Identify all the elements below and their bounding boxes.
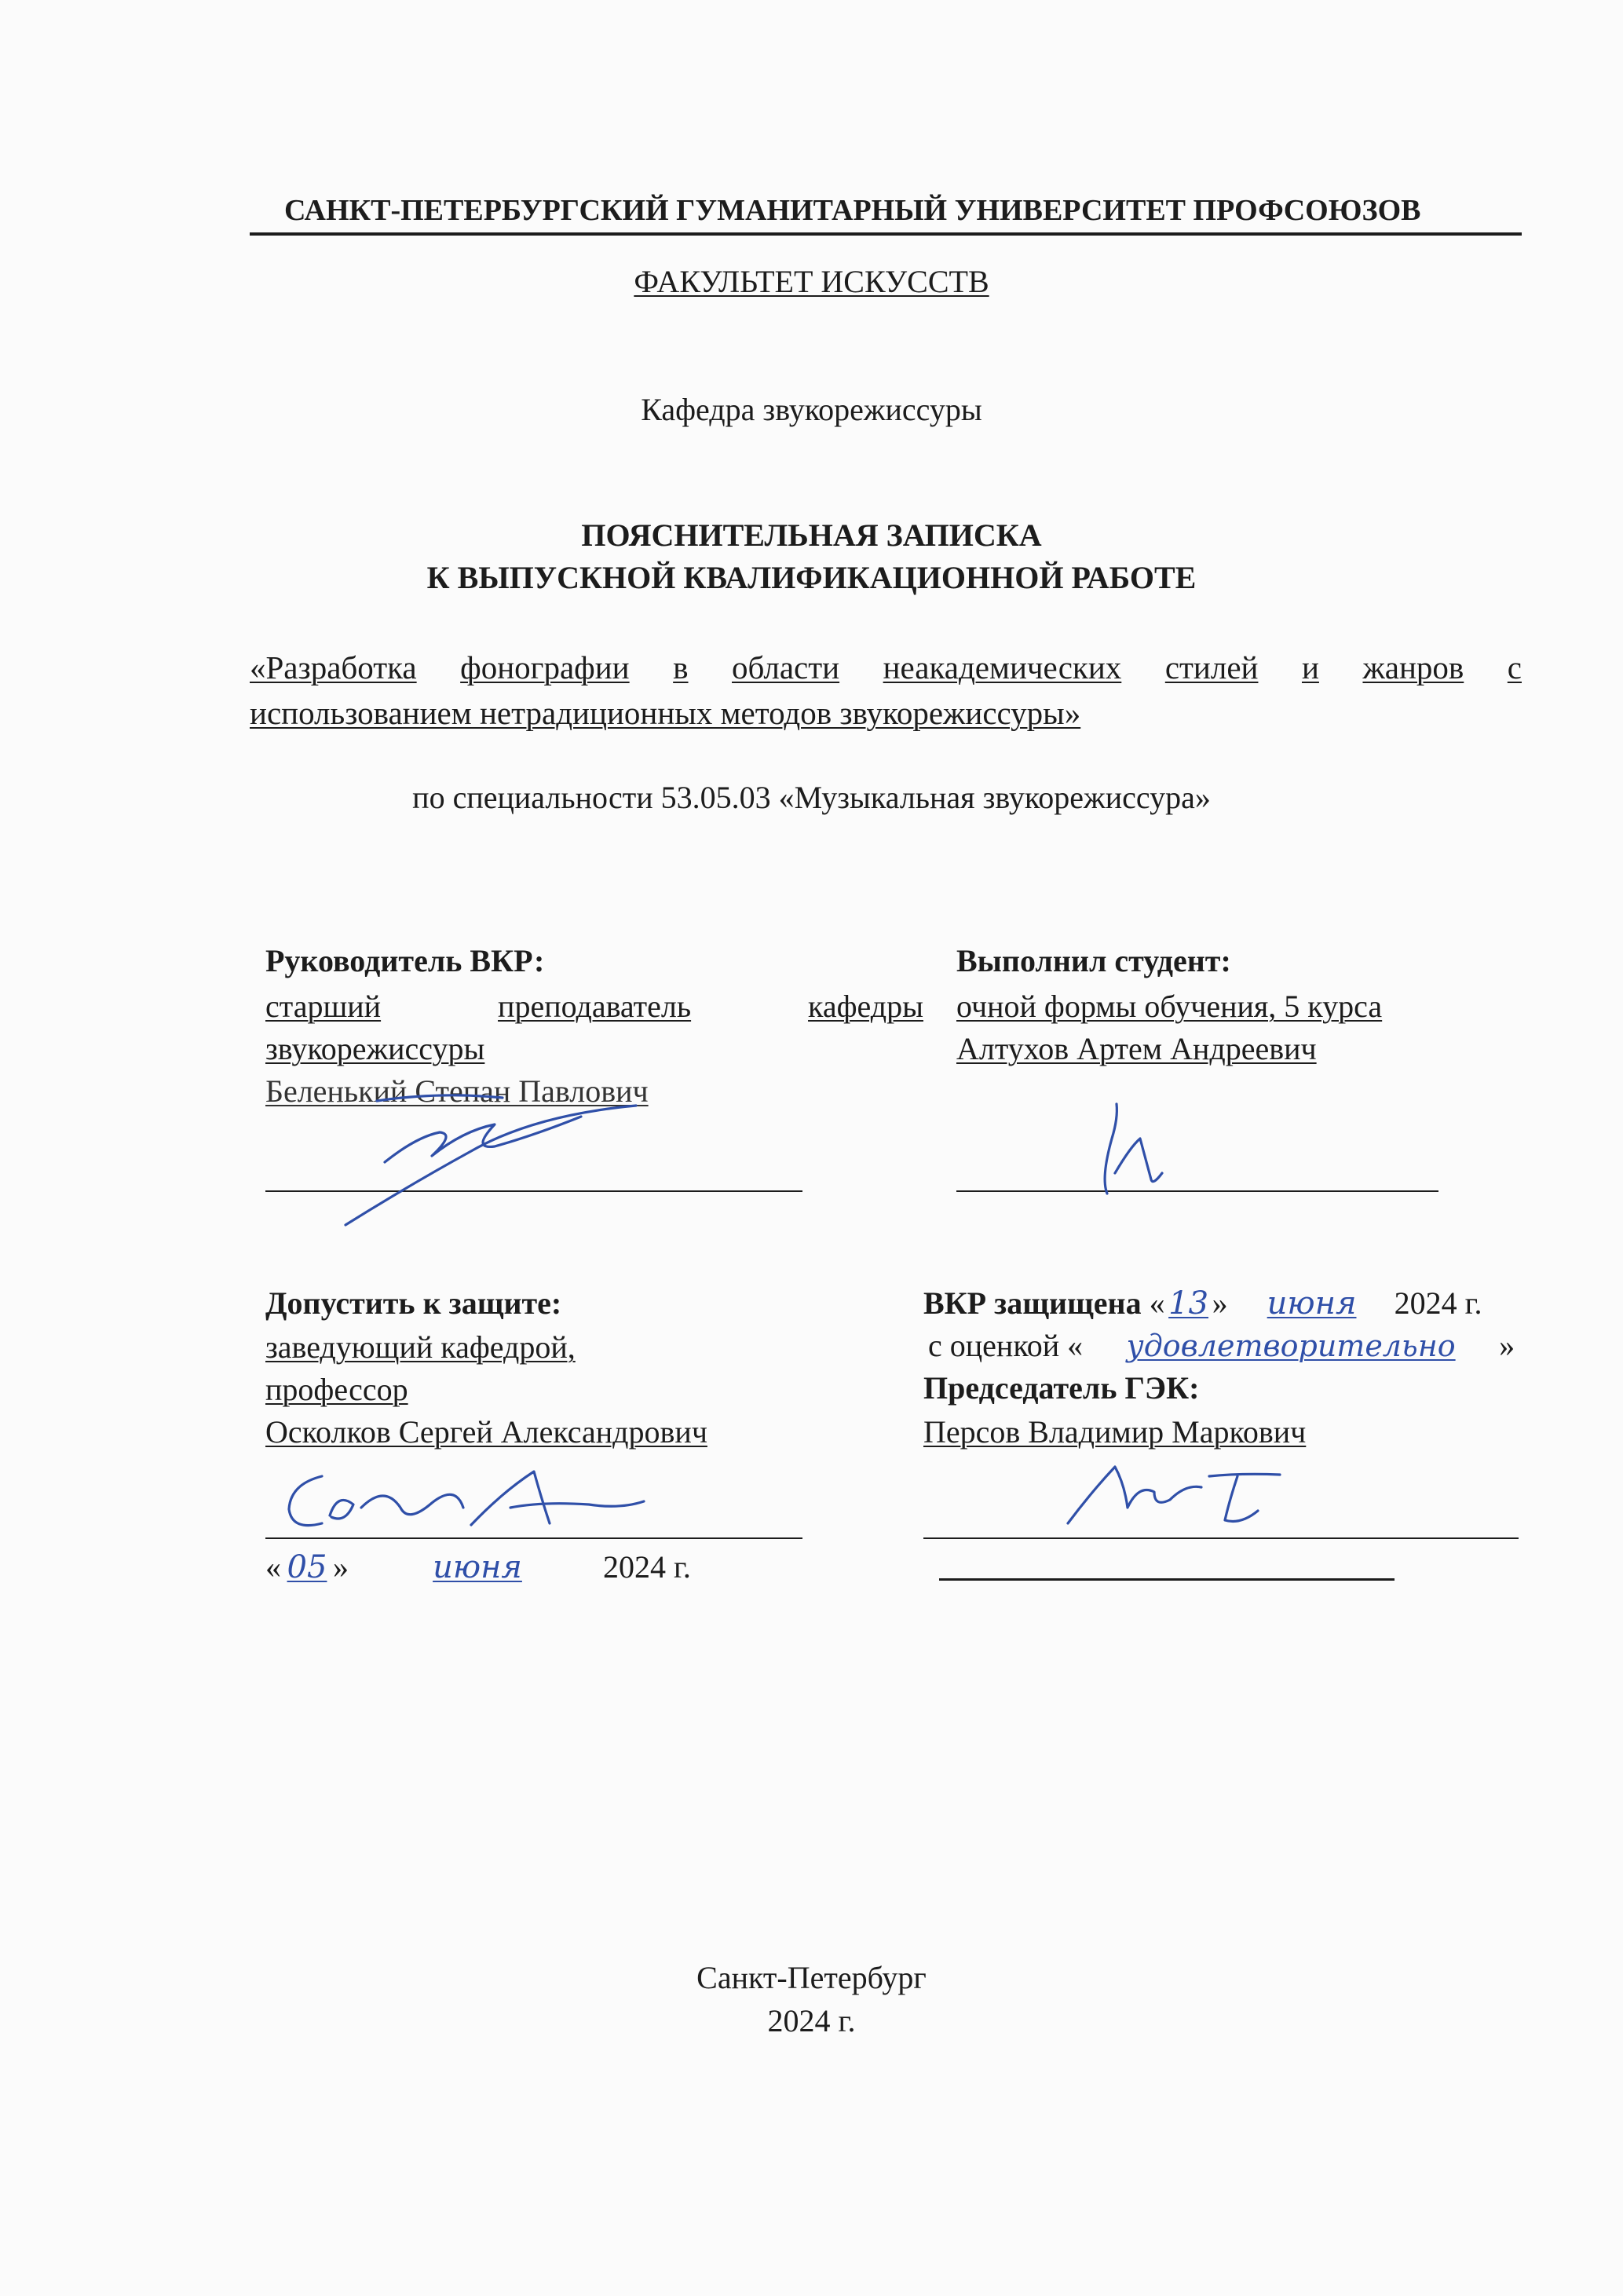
topic-word: с	[1507, 649, 1522, 686]
chair-heading: Председатель ГЭК:	[923, 1370, 1200, 1406]
admission-date	[265, 1548, 691, 1585]
student-name: Алтухов Артем Андреевич	[956, 1031, 1317, 1066]
grade-value: удовлетворительно	[1126, 1329, 1456, 1363]
document-title-line1: ПОЯСНИТЕЛЬНАЯ ЗАПИСКА	[581, 517, 1042, 553]
topic-word: в	[673, 649, 689, 686]
admission-heading: Допустить к защите:	[265, 1285, 562, 1321]
defense-date-month: июня	[1267, 1285, 1357, 1322]
chair-signature	[1052, 1453, 1319, 1539]
topic-line2: использованием нетрадиционных методов звукорежиссуры»	[250, 695, 1081, 731]
document-title-line2: К ВЫПУСКНОЙ КВАЛИФИКАЦИОННОЙ РАБОТЕ	[426, 560, 1197, 595]
defense-grade	[928, 1327, 1515, 1364]
topic-word: жанров	[1362, 649, 1464, 686]
supervisor-position-line2: звукорежиссуры	[265, 1031, 485, 1066]
supervisor-position-word: преподаватель	[498, 989, 692, 1024]
supervisor-signature	[298, 1068, 769, 1241]
university-name: САНКТ-ПЕТЕРБУРГСКИЙ ГУМАНИТАРНЫЙ УНИВЕРСИТЕТ ПРОФСОЮЗОВ	[284, 194, 1421, 227]
admission-position: заведующий кафедрой,	[265, 1329, 576, 1365]
supervisor-position-word: старший	[265, 989, 382, 1024]
supervisor-heading: Руководитель ВКР:	[265, 943, 545, 978]
admission-date-month: июня	[433, 1549, 522, 1585]
date-quote-close: »	[1212, 1285, 1228, 1321]
supervisor-position-word: кафедры	[808, 989, 923, 1024]
topic-word: фонографии	[460, 649, 630, 686]
specialty: по специальности 53.05.03 «Музыкальная звукорежиссура»	[412, 780, 1211, 815]
admission-date-day: 05	[287, 1549, 327, 1585]
student-form: очной формы обучения, 5 курса	[956, 989, 1383, 1024]
admission-title: профессор	[265, 1372, 408, 1407]
chair-name: Персов Владимир Маркович	[923, 1414, 1307, 1450]
topic-word: неакадемических	[883, 649, 1122, 686]
date-quote-close: »	[333, 1549, 349, 1585]
grade-label: с оценкой «	[928, 1328, 1084, 1363]
date-quote-open: «	[1149, 1285, 1165, 1321]
defense-date	[923, 1285, 1482, 1322]
admission-signature	[275, 1461, 683, 1547]
student-signature	[1068, 1091, 1225, 1209]
defense-heading: ВКР защищена	[923, 1285, 1142, 1321]
supervisor-position	[265, 988, 923, 1025]
topic-line1	[250, 649, 1522, 686]
admission-signature-line	[265, 1537, 802, 1539]
department-name: Кафедра звукорежиссуры	[641, 392, 982, 427]
header-divider	[250, 232, 1522, 236]
defense-date-day: 13	[1168, 1285, 1209, 1322]
faculty-name: ФАКУЛЬТЕТ ИСКУССТВ	[634, 264, 989, 299]
chair-date-line	[939, 1578, 1395, 1581]
admission-date-year: 2024 г.	[603, 1549, 691, 1585]
chair-signature-line	[923, 1537, 1519, 1539]
footer-year: 2024 г.	[767, 2003, 856, 2038]
student-heading: Выполнил студент:	[956, 943, 1231, 978]
topic-word: и	[1301, 649, 1319, 686]
topic-word: «Разработка	[250, 649, 417, 686]
topic-word: области	[732, 649, 840, 686]
supervisor-name: Беленький Степан Павлович	[265, 1073, 649, 1109]
defense-date-year: 2024 г.	[1394, 1285, 1482, 1321]
date-quote-open: «	[265, 1549, 281, 1585]
admission-name: Осколков Сергей Александрович	[265, 1414, 707, 1450]
grade-quote-close: »	[1499, 1328, 1515, 1363]
topic-word: стилей	[1164, 649, 1259, 686]
footer-city: Санкт-Петербург	[696, 1960, 927, 1995]
